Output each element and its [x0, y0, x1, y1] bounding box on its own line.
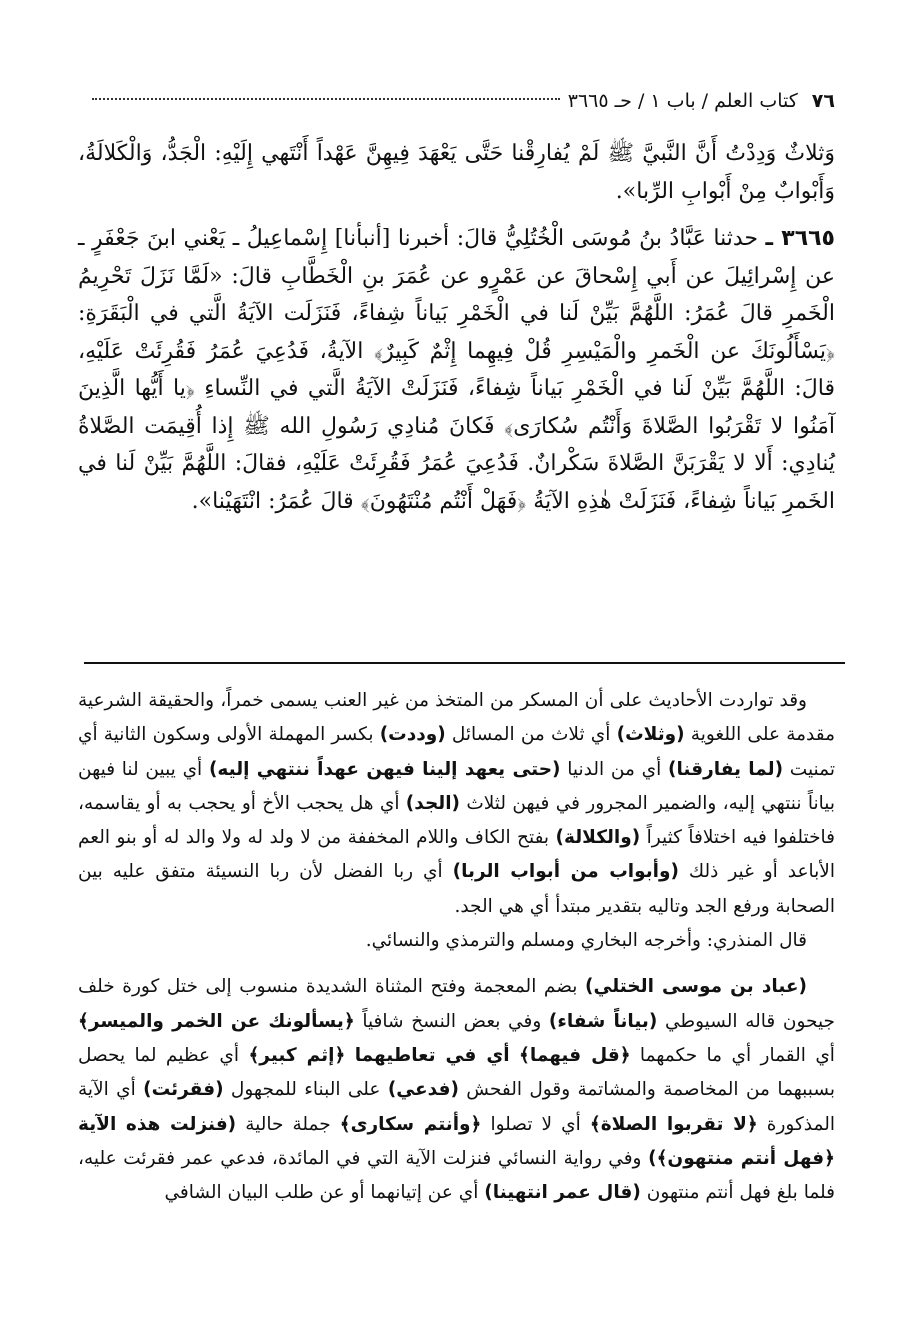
header-dot-leader — [92, 98, 560, 100]
bold-quote: ﴿قل فيهما﴾ — [519, 1044, 631, 1066]
hadith-text-block — [78, 135, 835, 520]
bold-quote: (والكلالة) — [555, 827, 641, 849]
bold-quote: ﴿لا تقربوا الصلاة﴾ — [589, 1113, 758, 1135]
bold-quote: (لما يفارقنا) — [668, 758, 784, 780]
bold-quote: (حتى يعهد إلينا فيهن عهداً ننتهي إليه) — [208, 758, 561, 780]
commentary-text: أي لا تصلوا — [481, 1113, 590, 1135]
commentary-text: جملة حالية — [236, 1113, 340, 1135]
commentary-text: أي عظيم لما يحصل بسببهما من المخاصمة والمشاتمة وقول الفحش — [78, 1044, 835, 1101]
commentary-paragraph-1 — [78, 684, 835, 924]
commentary-text: وفي رواية النسائي فنزلت الآية التي في المائدة، فدعي عمر فقرئت عليه، فلما بلغ فهل أنتم منتهون — [78, 1147, 835, 1204]
page-header — [78, 86, 835, 116]
bold-quote: (عباد بن موسى الختلي) — [585, 976, 807, 998]
commentary-paragraph-2: قال المنذري: وأخرجه البخاري ومسلم والترمذي والنسائي. — [365, 930, 807, 952]
commentary-paragraph-3 — [78, 970, 835, 1210]
commentary-text: أي ربا الفضل لأن ربا النسيئة متفق عليه بين الصحابة ورفع الجد وتاليه بتقدير مبتدأ أي هي الجد. — [78, 861, 835, 917]
bold-quote: (فنزلت هذه الآية ﴿فهل أنتم منتهون﴾) — [78, 1113, 835, 1169]
commentary-text: أي الآية المذكورة — [78, 1079, 835, 1135]
commentary-text: أي هل يحجب الأخ أو يحجب به أو يقاسمه، فاختلفوا فيه اختلافاً كثيراً — [78, 792, 835, 849]
commentary-text: بكسر المهملة الأولى وسكون الثانية أي تمنيت — [78, 724, 835, 780]
bold-quote: أي في تعاطيهما — [354, 1044, 510, 1066]
commentary-text — [510, 1045, 519, 1066]
commentary-text — [345, 1045, 354, 1066]
page-number: ٧٦ — [811, 90, 835, 112]
bold-quote: (وثلاث) — [616, 724, 685, 746]
bold-quote: (قال عمر انتهينا) — [484, 1182, 641, 1204]
commentary-text: وقد تواردت الأحاديث على أن المسكر من المتخذ من غير العنب يسمى خمراً، والحقيقة الشرعية مقدمة على اللغوية — [78, 690, 836, 746]
bold-quote: (بياناً شفاء) — [548, 1010, 658, 1032]
commentary-divider — [84, 662, 845, 664]
bold-quote: (الجد) — [405, 792, 461, 814]
commentary-text: على البناء للمجهول — [223, 1079, 388, 1101]
running-title: كتاب العلم / باب ١ / حـ ٣٦٦٥ — [567, 90, 798, 112]
bold-quote: ﴿وأنتم سكارى﴾ — [339, 1113, 482, 1135]
commentary-block — [78, 684, 835, 1210]
bold-quote: (وددت) — [379, 724, 446, 746]
hadith-3665 — [78, 220, 835, 520]
commentary-text: بضم المعجمة وفتح المثناة الشديدة منسوب إلى ختل كورة خلف جيحون قاله السيوطي — [78, 976, 835, 1032]
bold-quote: (وأبواب من أبواب الربا) — [452, 861, 679, 883]
commentary-text: أي القمار أي ما حكمهما — [630, 1044, 835, 1066]
hadith-body: حدثنا عَبَّادُ بنُ مُوسَى الْخُتُلِيُّ قالَ: أخبرنا [أنبأنا] إِسْماعِيلُ ـ يَعْني ابنَ جَعْفَرٍ ـ عن إِسْرائِيلَ عن أَبي إِسْحاقَ عن عَمْرٍو عن عُمَرَ بنِ الْخَطَّابِ قالَ: «لَمَّا نَزَلَ تَحْرِيمُ الْخَمرِ قالَ عُمَرُ: اللَّهُمَّ بَيِّنْ لَنا في الْخَمْرِ بَياناً شِفاءً، فَنَزَلَت الآيَةُ الَّتي في الْبَقَرَةِ: ﴿يَسْأَلُونَكَ عن الْخَمرِ والْمَيْسِرِ قُلْ فِيهِما إِثْمٌ كَبِيرٌ﴾ الآيةُ، فَدُعِيَ عُمَرُ فَقُرِئَتْ عَلَيْهِ، قالَ: اللَّهُمَّ بَيِّنْ لَنا في الْخَمْرِ بَياناً شِفاءً، فَنَزَلَتْ الآيَةُ الَّتي في النِّساءِ ﴿يا أَيُّها الَّذِينَ آمَنُوا لا تَقْرَبُوا الصَّلاةَ وَأَنْتُم سُكارَى﴾ فَكانَ مُنادِي رَسُولِ الله ﷺ إِذا أُقِيمَت الصَّلاةُ يُنادِي: أَلا لا يَقْرَبَنَّ الصَّلاةَ سَكْرانٌ. فَدُعِيَ عُمَرُ فَقُرِئَتْ عَلَيْهِ، فقالَ: اللَّهُمَّ بَيِّنْ لَنا في الخَمرِ بَياناً شِفاءً، فَنَزَلَتْ هٰذِهِ الآيَةُ ﴿فَهَلْ أَنْتُم مُنْتَهُونَ﴾ قالَ عُمَرُ: انْتَهَيْنا». — [78, 226, 835, 514]
commentary-text: أي يبين لنا فيهن بياناً ننتهي إليه، والضمير المجرور في فيهن لثلاث — [78, 758, 835, 814]
commentary-text: أي ثلاث من المسائل — [445, 724, 617, 746]
commentary-text: أي من الدنيا — [560, 758, 669, 780]
hadith-continuation: وَثلاثٌ وَدِدْتُ أَنَّ النَّبيَّ ﷺ لَمْ يُفارِقْنا حَتَّى يَعْهَدَ فِيهِنَّ عَهْداً أَنْتَهي إِلَيْهِ: الْجَدُّ، وَالْكَلالَةُ، وَأَبْوابٌ مِنْ أَبْوابِ الرِّبا». — [78, 141, 836, 204]
bold-quote: ﴿يسألونك عن الخمر والميسر﴾ — [78, 1010, 355, 1032]
commentary-text: بفتح الكاف واللام المخففة من لا ولد له ولا والد له أو بنو العم الأباعد أو غير ذلك — [78, 827, 835, 883]
hadith-number: ٣٦٦٥ ـ — [765, 226, 835, 251]
bold-quote: (فقرئت) — [143, 1079, 224, 1101]
bold-quote: (فدعي) — [387, 1079, 459, 1101]
commentary-text: أي عن إتيانهما أو عن طلب البيان الشافي — [164, 1182, 485, 1204]
commentary-text: وفي بعض النسخ شافياً — [354, 1010, 549, 1032]
bold-quote: ﴿إثم كبير﴾ — [248, 1044, 346, 1066]
